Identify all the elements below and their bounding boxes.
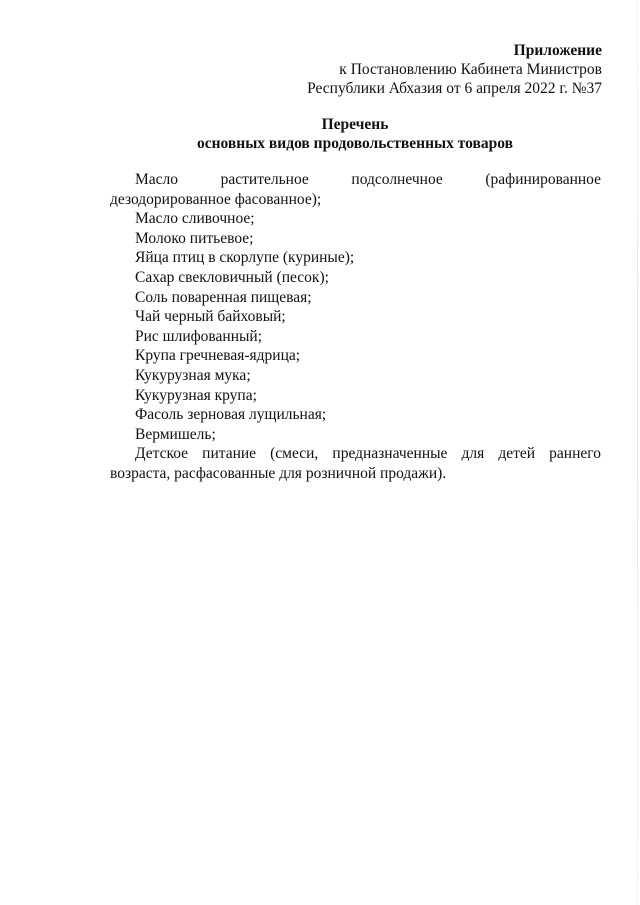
list-subtitle: основных видов продовольственных товаров bbox=[196, 135, 514, 152]
list-item: Соль поваренная пищевая; bbox=[135, 288, 312, 306]
list-item: Детское питание (смеси, предназначенные для детей раннего возраста, расфасованные для розничной продажи). bbox=[110, 445, 601, 482]
list-item: Кукурузная мука; bbox=[135, 366, 251, 384]
list-item: Масло растительное подсолнечное (рафинированное дезодорированное фасованное); bbox=[110, 171, 601, 208]
list-item: Кукурузная крупа; bbox=[135, 386, 257, 404]
list-item: Вермишель; bbox=[135, 425, 216, 443]
list-title: Перечень bbox=[321, 116, 389, 133]
list-item: Рис шлифованный; bbox=[135, 327, 263, 345]
list-item: Яйца птиц в скорлупе (куриные); bbox=[135, 249, 355, 267]
resolution-date: Республики Абхазия от 6 апреля 2022 г. №37 bbox=[307, 80, 602, 97]
resolution-reference: к Постановлению Кабинета Министров bbox=[339, 61, 602, 78]
appendix-label: Приложение bbox=[513, 42, 602, 59]
list-item: Масло сливочное; bbox=[135, 210, 255, 228]
list-item: Чай черный байховый; bbox=[135, 308, 286, 326]
scan-edge bbox=[637, 0, 638, 905]
list-item: Фасоль зерновая лущильная; bbox=[135, 406, 327, 424]
list-item: Сахар свекловичный (песок); bbox=[135, 268, 329, 286]
list-item: Молоко питьевое; bbox=[135, 229, 254, 247]
appendix-header bbox=[307, 41, 602, 98]
list-item: Крупа гречневая-ядрица; bbox=[135, 347, 301, 365]
goods-list bbox=[110, 170, 601, 484]
